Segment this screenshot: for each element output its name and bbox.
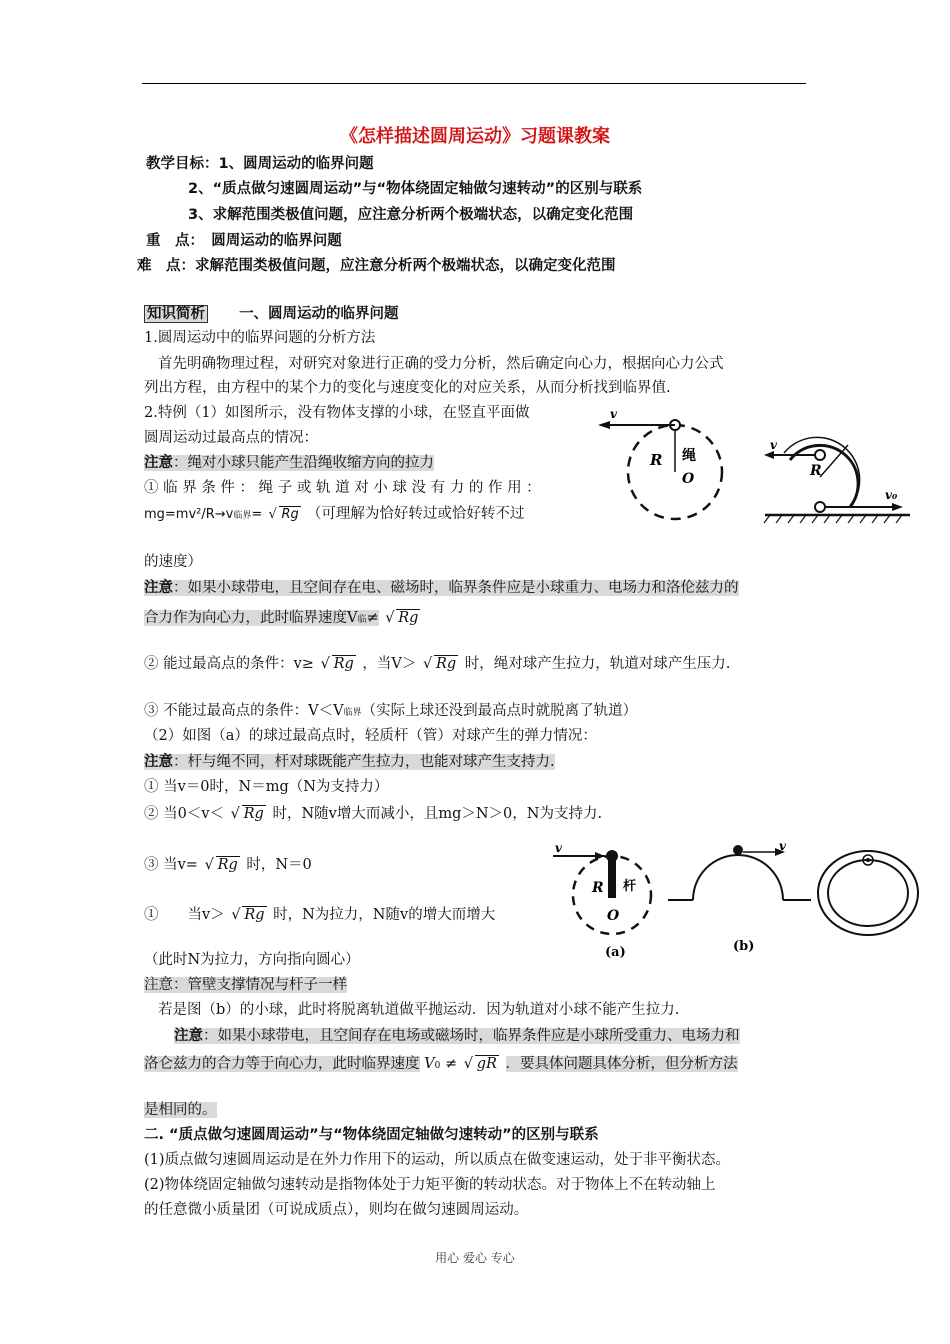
method-title: 1.圆周运动中的临界问题的分析方法 xyxy=(144,330,376,346)
rope-label: 绳 xyxy=(682,448,696,464)
method-text-2: 列出方程，由方程中的某个力的变化与速度变化的对应关系，从而分析找到临界值. xyxy=(144,380,671,396)
note-3: 注意：杆与绳不同，杆对球既能产生拉力，也能对球产生支持力. xyxy=(144,753,555,770)
sqrt-rg: √ Rg xyxy=(422,656,457,672)
case1-text-1: 2.特例（1）如图所示，没有物体支撑的小球，在竖直平面做 xyxy=(144,405,530,421)
rod-case-3: ③ 当v= √ Rg 时，N＝0 xyxy=(144,857,312,873)
note-5b: 洛仑兹力的合力等于向心力，此时临界速度 V0 ≠ √ gR ．要具体问题具体分析，但分析方法 xyxy=(144,1056,738,1072)
page-footer: 用心 爱心 专心 xyxy=(435,1251,515,1265)
svg-text:v₀: v₀ xyxy=(885,488,898,502)
figure-hump-b xyxy=(663,840,813,965)
svg-text:v: v xyxy=(779,840,786,853)
figure-tube-ring xyxy=(815,848,925,948)
page-title: 《怎样描述圆周运动》习题课教案 xyxy=(340,126,610,147)
rod-case-2: ② 当0＜v＜ √ Rg 时，N随v增大而减小，且mg＞N＞0，N为支持力. xyxy=(144,806,603,822)
condition-2: ② 能过最高点的条件：v≥ √ Rg ，当V＞ √ Rg 时，绳对球产生拉力，轨道对球产生压力. xyxy=(144,656,731,672)
sqrt-rg: √ Rg xyxy=(231,907,265,923)
header-rule xyxy=(142,83,806,84)
svg-text:R: R xyxy=(592,880,604,896)
note-5a: 注意：如果小球带电，且空间存在电场或磁场时，临界条件应是小球所受重力、电场力和 xyxy=(174,1027,740,1044)
svg-text:O: O xyxy=(607,908,620,924)
sqrt-rg: √ Rg xyxy=(204,857,238,873)
figure-rope-circle xyxy=(590,400,740,525)
goal-2: 2、“质点做匀速圆周运动”与“物体绕固定轴做匀速转动”的区别与联系 xyxy=(188,181,643,197)
svg-text:v: v xyxy=(770,438,777,452)
note-1: 注意：绳对小球只能产生沿绳收缩方向的拉力 xyxy=(144,454,434,471)
section1-heading: 一、圆周运动的临界问题 xyxy=(239,306,399,322)
note-2a: 注意：如果小球带电，且空间存在电、磁场时，临界条件应是小球重力、电场力和洛伦兹力的 xyxy=(144,579,739,596)
section2-p1: (1)质点做匀速圆周运动是在外力作用下的运动，所以质点在做变速运动，处于非平衡状态。 xyxy=(144,1152,731,1168)
case2-text: （2）如图（a）的球过最高点时，轻质杆（管）对球产生的弹力情况： xyxy=(144,728,597,744)
ball xyxy=(733,845,743,855)
figure-track-loop xyxy=(760,425,915,525)
note-5c: 是相同的。 xyxy=(144,1102,217,1118)
condition-1-formula: mg=mv²/R→v临界= √ Rg （可理解为恰好转过或恰好转不过 xyxy=(144,506,525,522)
note-4: 注意：管壁支撑情况与杆子一样 xyxy=(144,977,347,993)
section2-heading: 二. “质点做匀速圆周运动”与“物体绕固定轴做匀速转动”的区别与联系 xyxy=(144,1127,599,1143)
section1-header xyxy=(144,302,399,323)
condition-3: ③ 不能过最高点的条件：V＜V临界（实际上球还没到最高点时就脱离了轨道） xyxy=(144,703,638,719)
rod-case-note: （此时N为拉力，方向指向圆心） xyxy=(144,952,360,968)
sqrt-rg: √ Rg xyxy=(320,656,354,672)
rod-case-4: ① 当v＞ √ Rg 时，N为拉力，N随v的增大而增大 xyxy=(144,907,496,923)
figure-rod-a xyxy=(545,840,665,965)
svg-text:R: R xyxy=(810,463,822,479)
sqrt-rg: √ Rg xyxy=(230,806,264,822)
section2-p2b: 的任意微小质量团（可说成质点），则均在做匀速圆周运动。 xyxy=(144,1202,529,1218)
sqrt-rg: √ Rg xyxy=(268,507,299,522)
ball xyxy=(606,850,618,862)
key-point: 重 点： 圆周运动的临界问题 xyxy=(146,233,342,249)
method-text-1: 首先明确物理过程，对研究对象进行正确的受力分析，然后确定向心力，根据向心力公式 xyxy=(158,356,724,372)
center-label: O xyxy=(682,471,695,487)
goal-1: 教学目标：1、圆周运动的临界问题 xyxy=(146,156,374,172)
velocity-label: v xyxy=(610,407,617,421)
section2-p2a: (2)物体绕固定轴做匀速转动是指物体处于力矩平衡的转动状态。对于物体上不在转动轴上 xyxy=(144,1177,716,1193)
caption-a: (a) xyxy=(605,945,626,960)
sqrt-gr: √ gR xyxy=(463,1056,497,1072)
track-case: 若是图（b）的小球，此时将脱离轨道做平抛运动．因为轨道对小球不能产生拉力. xyxy=(158,1002,680,1018)
note-2b: 合力作为向心力，此时临界速度V临≠ √ Rg xyxy=(144,610,419,626)
svg-text:v: v xyxy=(555,841,562,855)
radius-label: R xyxy=(650,451,663,469)
knowledge-tag: 知识简析 xyxy=(144,305,208,323)
condition-1-end: 的速度） xyxy=(144,554,202,570)
note-label: 注意 xyxy=(144,454,173,471)
goal-3: 3、求解范围类极值问题，应注意分析两个极端状态，以确定变化范围 xyxy=(188,207,634,223)
rod-case-1: ① 当v＝0时，N＝mg（N为支持力） xyxy=(144,779,389,795)
svg-text:杆: 杆 xyxy=(623,879,637,894)
case1-text-2: 圆周运动过最高点的情况： xyxy=(144,430,318,446)
condition-1: ① 临 界 条 件 ： 绳 子 或 轨 道 对 小 球 没 有 力 的 作 用 ： xyxy=(144,480,541,496)
caption-b: (b) xyxy=(733,939,755,954)
sqrt-rg: √ Rg xyxy=(385,610,419,626)
difficult-point: 难 点：求解范围类极值问题，应注意分析两个极端状态，以确定变化范围 xyxy=(137,258,616,274)
